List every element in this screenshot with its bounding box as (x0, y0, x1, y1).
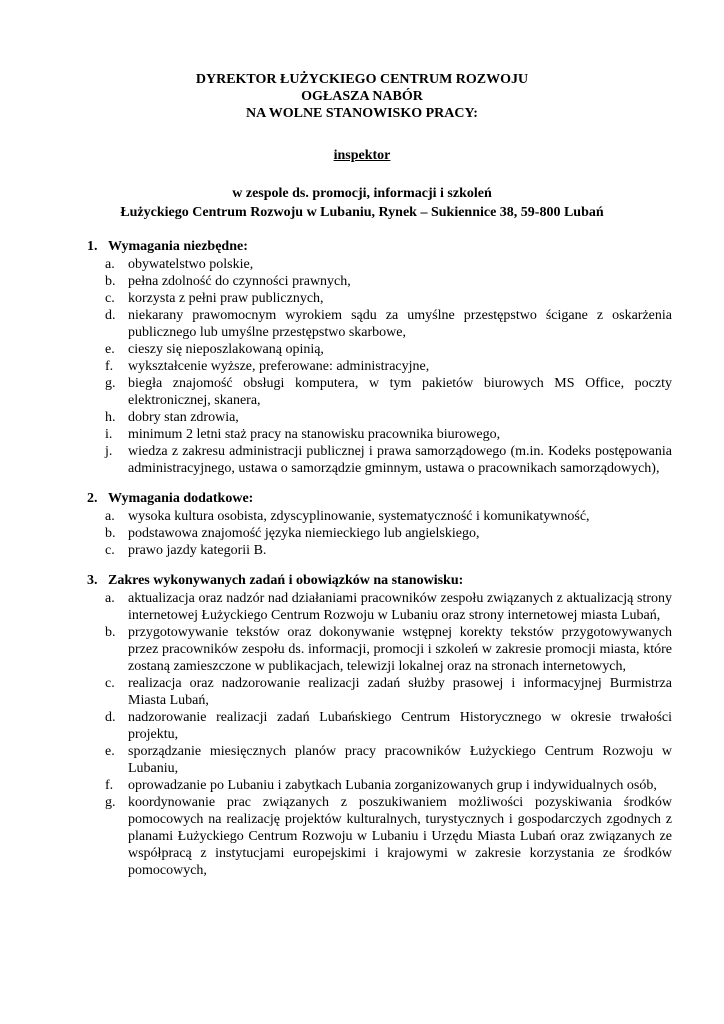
list-item (0, 290, 724, 307)
list-item (0, 777, 724, 794)
list-item (0, 525, 724, 542)
section-heading (0, 490, 724, 508)
list-item (0, 794, 724, 879)
team-line: w zespole ds. promocji, informacji i szkoleń (232, 186, 492, 201)
list-item-text: koordynowanie prac związanych z poszukiwaniem możliwości pozyskiwania środków pomocowych na realizację projektów kulturalnych, turystycznych i gospodarczych zgodnych z planami Łużyckiego Centrum Rozwoju w Lubaniu i Urzędu Miasta Lubań oraz związanych ze współpracą z instytucjami europejskimi i krajowymi w zakresie korzystania ze środków pomocowych, (128, 795, 672, 878)
section-3 (0, 572, 724, 879)
list-item-text: nadzorowanie realizacji zadań Lubańskiego Centrum Historycznego w okresie trwałości projektu, (128, 710, 672, 742)
section-number: 3. (87, 573, 98, 588)
position-title: inspektor (333, 148, 391, 163)
list-item (0, 443, 724, 477)
list-item-text: minimum 2 letni staż pracy na stanowisku pracownika biurowego, (128, 427, 501, 442)
requirements-sections (0, 238, 724, 892)
list-item-letter: a. (105, 257, 115, 272)
list-item-letter: i. (105, 427, 113, 442)
section-title: Wymagania dodatkowe: (108, 491, 254, 506)
list-item (0, 426, 724, 443)
list-item (0, 375, 724, 409)
list-item (0, 743, 724, 777)
list-item-letter: b. (105, 274, 116, 289)
list-item (0, 590, 724, 624)
list-item-text: biegła znajomość obsługi komputera, w tym pakietów biurowych MS Office, poczty elektronicznej, skanera, (128, 376, 672, 408)
list-item-letter: a. (105, 591, 115, 606)
list-item (0, 709, 724, 743)
header-line-1: DYREKTOR ŁUŻYCKIEGO CENTRUM ROZWOJU (195, 72, 529, 87)
section-number: 1. (87, 239, 98, 254)
list-item-letter: j. (105, 444, 113, 459)
header-line-2: OGŁASZA NABÓR (301, 89, 423, 104)
section-title: Zakres wykonywanych zadań i obowiązków na stanowisku: (108, 573, 464, 588)
list-item-letter: d. (105, 308, 116, 323)
list-item-letter: g. (105, 795, 116, 810)
section-title: Wymagania niezbędne: (108, 239, 248, 254)
list-item-text: sporządzanie miesięcznych planów pracy pracowników Łużyckiego Centrum Rozwoju w Lubaniu, (128, 744, 672, 776)
section-heading (0, 572, 724, 590)
list-item-text: podstawowa znajomość języka niemieckiego lub angielskiego, (128, 526, 480, 541)
list-item-letter: h. (105, 410, 116, 425)
list-item-letter: g. (105, 376, 116, 391)
team-name (0, 184, 724, 222)
announcement-header (0, 71, 724, 222)
list-item-letter: c. (105, 291, 115, 306)
header-line-3: NA WOLNE STANOWISKO PRACY: (246, 106, 478, 121)
list-item-text: obywatelstwo polskie, (128, 257, 254, 272)
list-item (0, 508, 724, 525)
list-item-text: wykształcenie wyższe, preferowane: administracyjne, (128, 359, 430, 374)
list-item (0, 358, 724, 375)
list-item-letter: e. (105, 744, 115, 759)
section-2 (0, 490, 724, 559)
list-item-letter: f. (105, 359, 114, 374)
list-item-text: przygotowywanie tekstów oraz dokonywanie wstępnej korekty tekstów przygotowywanych przez pracowników zespołu ds. informacji, promocji i szkoleń w zakresie promocji miasta, które zostaną zamieszczone w publikacjach, telewizji lokalnej oraz na stronach internetowych, (128, 625, 672, 674)
list-item-text: wysoka kultura osobista, zdyscyplinowanie, systematyczność i komunikatywność, (128, 509, 590, 524)
list-item (0, 624, 724, 675)
list-item-text: oprowadzanie po Lubaniu i zabytkach Lubania zorganizowanych grup i indywidualnych osób, (128, 778, 657, 793)
list-item-letter: c. (105, 676, 115, 691)
list-item-text: aktualizacja oraz nadzór nad działaniami pracowników zespołu związanych z aktualizacją strony internetowej Łużyckiego Centrum Rozwoju w Lubaniu oraz strony internetowej miasta Lubań, (128, 591, 672, 623)
address-line: Łużyckiego Centrum Rozwoju w Lubaniu, Rynek – Sukiennice 38, 59-800 Lubań (120, 205, 604, 220)
list-item (0, 256, 724, 273)
list-item-text: dobry stan zdrowia, (128, 410, 239, 425)
list-item-text: wiedza z zakresu administracji publicznej i prawa samorządowego (m.in. Kodeks postępowania administracyjnego, ustawa o samorządzie gminnym, ustawa o pracownikach samorządowych), (128, 444, 672, 476)
list-item (0, 341, 724, 358)
list-item-text: cieszy się nieposzlakowaną opinią, (128, 342, 324, 357)
list-item-letter: a. (105, 509, 115, 524)
list-item-letter: d. (105, 710, 116, 725)
section-number: 2. (87, 491, 98, 506)
list-item-letter: b. (105, 625, 116, 640)
list-item-letter: f. (105, 778, 114, 793)
list-item (0, 675, 724, 709)
list-item (0, 273, 724, 290)
list-item-letter: b. (105, 526, 116, 541)
list-item-text: prawo jazdy kategorii B. (128, 543, 267, 558)
list-item-letter: e. (105, 342, 115, 357)
list-item-text: niekarany prawomocnym wyrokiem sądu za umyślne przestępstwo ścigane z oskarżenia publicznego lub umyślne przestępstwo skarbowe, (128, 308, 672, 340)
list-item-text: korzysta z pełni praw publicznych, (128, 291, 324, 306)
list-item (0, 542, 724, 559)
list-item-letter: c. (105, 543, 115, 558)
list-item-text: realizacja oraz nadzorowanie realizacji zadań służby prasowej i informacyjnej Burmistrza Miasta Lubań, (128, 676, 672, 708)
section-heading (0, 238, 724, 256)
list-item (0, 409, 724, 426)
section-1 (0, 238, 724, 477)
list-item (0, 307, 724, 341)
list-item-text: pełna zdolność do czynności prawnych, (128, 274, 351, 289)
